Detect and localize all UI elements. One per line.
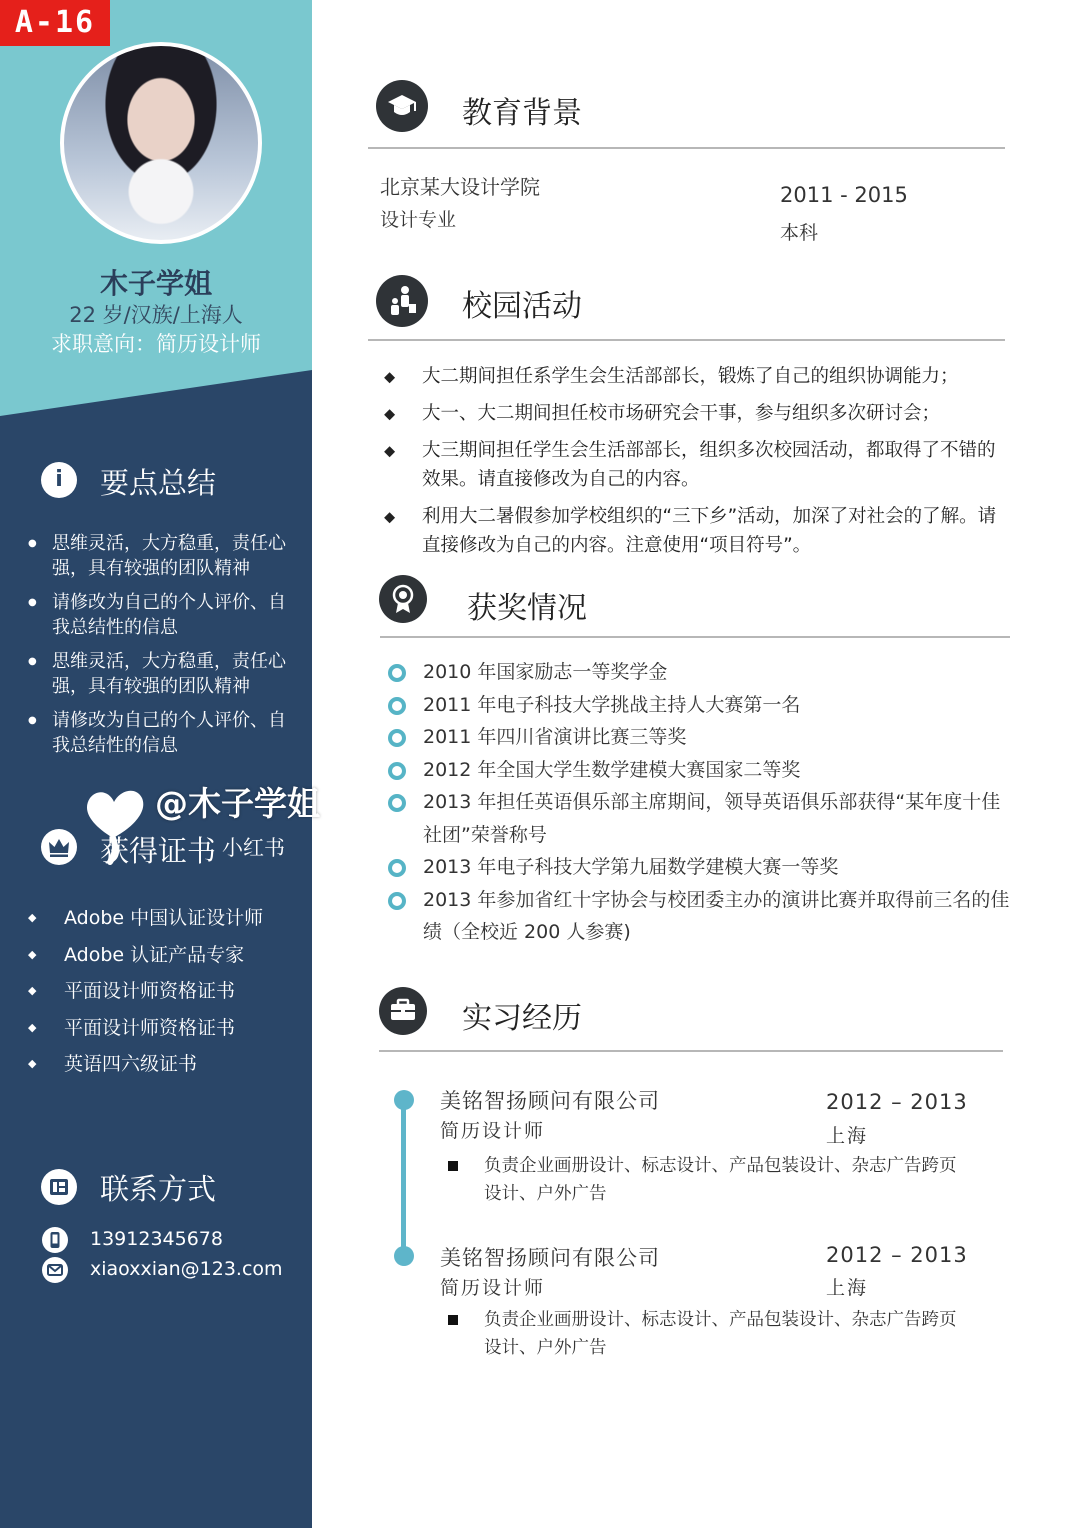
certificate-item: ◆ Adobe 中国认证设计师 — [28, 903, 298, 940]
job-years: 2012 – 2013 — [826, 1243, 968, 1267]
education-years: 2011 - 2015 — [780, 183, 908, 207]
award-item: 2011 年电子科技大学挑战主持人大赛第一名 — [386, 689, 1010, 722]
job-company: 美铭智扬顾问有限公司 — [440, 1246, 660, 1270]
job-years: 2012 – 2013 — [826, 1090, 968, 1114]
graduation-cap-icon — [376, 80, 428, 132]
certificate-item: ◆ Adobe 认证产品专家 — [28, 940, 298, 977]
contact-card-icon — [41, 1169, 77, 1205]
contact-title: 联系方式 — [100, 1172, 217, 1206]
timeline-line — [401, 1100, 406, 1258]
summary-item: ● 思维灵活，大方稳重，责任心强，具有较强的团队精神 — [28, 531, 290, 581]
timeline-dot — [394, 1090, 414, 1110]
timeline-dot — [394, 1246, 414, 1266]
watermark-handle: @木子学姐 — [155, 784, 320, 823]
activity-item: ⬥ 大一、大二期间担任校市场研究会干事，参与组织多次研讨会； — [384, 399, 1006, 428]
contact-email[interactable]: xiaoxxian@123.com — [90, 1258, 283, 1280]
awards-divider — [380, 636, 1010, 638]
award-item: 2010 年国家励志一等奖学金 — [386, 656, 1010, 689]
job-role: 简历设计师 — [440, 1277, 546, 1299]
profile-name: 木子学姐 — [99, 267, 212, 300]
activities-title: 校园活动 — [462, 289, 582, 324]
people-icon — [376, 275, 428, 327]
job-city: 上海 — [826, 1125, 869, 1147]
crown-icon — [41, 829, 77, 865]
activities-list — [384, 362, 1006, 568]
job-desc-bullet — [448, 1161, 458, 1171]
education-divider — [368, 147, 1005, 149]
job-description: 负责企业画册设计、标志设计、产品包装设计、杂志广告跨页设计、户外广告 — [484, 1310, 957, 1358]
briefcase-icon — [379, 987, 427, 1035]
summary-list — [28, 531, 290, 767]
activity-item: ⬥ 大二期间担任系学生会生活部部长，锻炼了自己的组织协调能力； — [384, 362, 1006, 391]
activity-item: ⬥ 利用大二暑假参加学校组织的“三下乡”活动，加深了对社会的了解。请直接修改为自己的内容。注意使用“项目符号”。 — [384, 502, 1006, 560]
certificates-list — [28, 903, 298, 1086]
summary-item: ● 请修改为自己的个人评价、自我总结性的信息 — [28, 708, 290, 758]
certificate-item: ◆ 平面设计师资格证书 — [28, 976, 298, 1013]
medal-icon — [379, 575, 427, 623]
certificates-title: 获得证书 — [100, 834, 217, 868]
job-company: 美铭智扬顾问有限公司 — [440, 1089, 660, 1113]
avatar — [60, 42, 262, 244]
internship-divider — [379, 1050, 1003, 1052]
job-desc-bullet — [448, 1315, 458, 1325]
summary-title: 要点总结 — [100, 466, 217, 500]
job-city: 上海 — [826, 1277, 869, 1299]
profile-info: 22 岁/汉族/上海人 — [69, 303, 243, 327]
phone-icon — [42, 1227, 68, 1253]
awards-title: 获奖情况 — [467, 591, 587, 626]
job-role: 简历设计师 — [440, 1120, 546, 1142]
award-item: 2013 年电子科技大学第九届数学建模大赛一等奖 — [386, 851, 1010, 884]
education-degree: 本科 — [780, 222, 819, 244]
award-item: 2012 年全国大学生数学建模大赛国家二等奖 — [386, 754, 1010, 787]
award-item: 2011 年四川省演讲比赛三等奖 — [386, 721, 1010, 754]
award-item: 2013 年参加省红十字协会与校团委主办的演讲比赛并取得前三名的佳绩（全校近 200 人参赛) — [386, 884, 1010, 949]
education-title: 教育背景 — [462, 96, 582, 131]
job-description: 负责企业画册设计、标志设计、产品包装设计、杂志广告跨页设计、户外广告 — [484, 1156, 957, 1204]
education-major: 设计专业 — [380, 209, 457, 231]
certificate-item: ◆ 平面设计师资格证书 — [28, 1013, 298, 1050]
mail-icon — [42, 1257, 68, 1283]
info-icon: i — [41, 462, 77, 498]
profile-objective: 求职意向：简历设计师 — [51, 332, 261, 356]
awards-list — [386, 656, 1010, 949]
certificate-item: ◆ 英语四六级证书 — [28, 1049, 298, 1086]
summary-item: ● 请修改为自己的个人评价、自我总结性的信息 — [28, 590, 290, 640]
contact-phone[interactable]: 13912345678 — [90, 1228, 223, 1250]
education-school: 北京某大设计学院 — [380, 175, 540, 199]
award-item: 2013 年担任英语俱乐部主席期间，领导英语俱乐部获得“某年度十佳社团”荣誉称号 — [386, 786, 1010, 851]
activity-item: ⬥ 大三期间担任学生会生活部部长，组织多次校园活动，都取得了不错的效果。请直接修改为自己的内容。 — [384, 436, 1006, 494]
activities-divider — [368, 339, 1005, 341]
template-tag: A-16 — [0, 0, 110, 46]
watermark-platform: 小红书 — [222, 836, 285, 860]
internship-title: 实习经历 — [462, 1001, 582, 1036]
summary-item: ● 思维灵活，大方稳重，责任心强，具有较强的团队精神 — [28, 649, 290, 699]
